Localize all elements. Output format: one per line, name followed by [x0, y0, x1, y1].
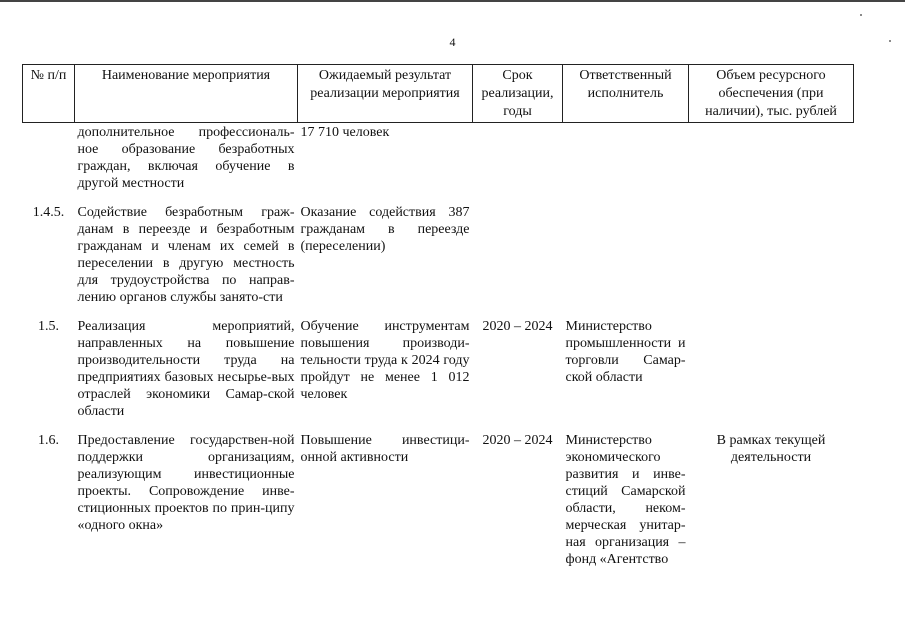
cell-result: Оказание содействия 387 гражданам в переезде (переселении): [300, 205, 470, 254]
scan-speck: [860, 14, 862, 16]
cell-num: 1.5.: [38, 319, 59, 334]
measures-table: [22, 64, 854, 572]
cell-volume: [689, 204, 854, 318]
table-row: [23, 432, 854, 572]
header-executor: Ответственный исполнитель: [563, 65, 689, 123]
header-result: Ожидаемый результат реализации мероприятия: [298, 65, 473, 123]
cell-result: 17 710 человек: [300, 125, 390, 140]
header-term: Срок реализации, годы: [473, 65, 563, 123]
cell-executor: Министерство промышленности и торговли Самар-ской области: [565, 319, 686, 385]
page-number: 4: [449, 35, 456, 49]
cell-executor: [563, 123, 689, 205]
cell-executor: Министерство экономического развития и инве-стиций Самарской области, неком-мерческая унитар-ная организация – фонд «Агентство: [565, 433, 686, 567]
table-row: [23, 318, 854, 432]
cell-volume: В рамках текущей деятельности: [716, 433, 826, 465]
cell-name: Предоставление государствен-ной поддержки организациям, реализующим инвестиционные проекты. Сопровождение инве-стиционных проектов по прин-ципу «одного окна»: [77, 433, 295, 533]
cell-name: Реализация мероприятий, направленных на повышение производительности труда на предприятиях базовых несырье-вых отраслей экономики Самар-ской области: [77, 319, 295, 419]
header-num: № п/п: [23, 65, 75, 123]
header-name: Наименование мероприятия: [75, 65, 298, 123]
cell-name: Содействие безработным граж-данам в переезде и безработным гражданам и членам их семей в переселении в другую местность для трудоустройства по направ-лению органов службы занято-сти: [77, 205, 295, 305]
cell-term: [473, 204, 563, 318]
cell-term: 2020 – 2024: [482, 319, 553, 334]
header-volume: Объем ресурсного обеспечения (при наличии), тыс. рублей: [689, 65, 854, 123]
cell-num: 1.6.: [38, 433, 59, 448]
cell-name: дополнительное профессиональ-ное образование безработных граждан, включая обучение в другой местности: [77, 125, 295, 191]
cell-volume: [689, 123, 854, 205]
cell-num: 1.4.5.: [32, 205, 65, 220]
cell-term: [473, 123, 563, 205]
cell-result: Повышение инвестици-онной активности: [300, 433, 470, 465]
cell-term: 2020 – 2024: [482, 433, 553, 448]
table-header-row: [23, 65, 854, 123]
cell-volume: [689, 318, 854, 432]
table-row: [23, 123, 854, 205]
cell-result: Обучение инструментам повышения производи-тельности труда к 2024 году пройдут не менее 1 012 человек: [300, 319, 470, 402]
table-row: [23, 204, 854, 318]
scan-top-edge: [0, 0, 905, 2]
cell-executor: [563, 204, 689, 318]
cell-num: [23, 123, 75, 205]
